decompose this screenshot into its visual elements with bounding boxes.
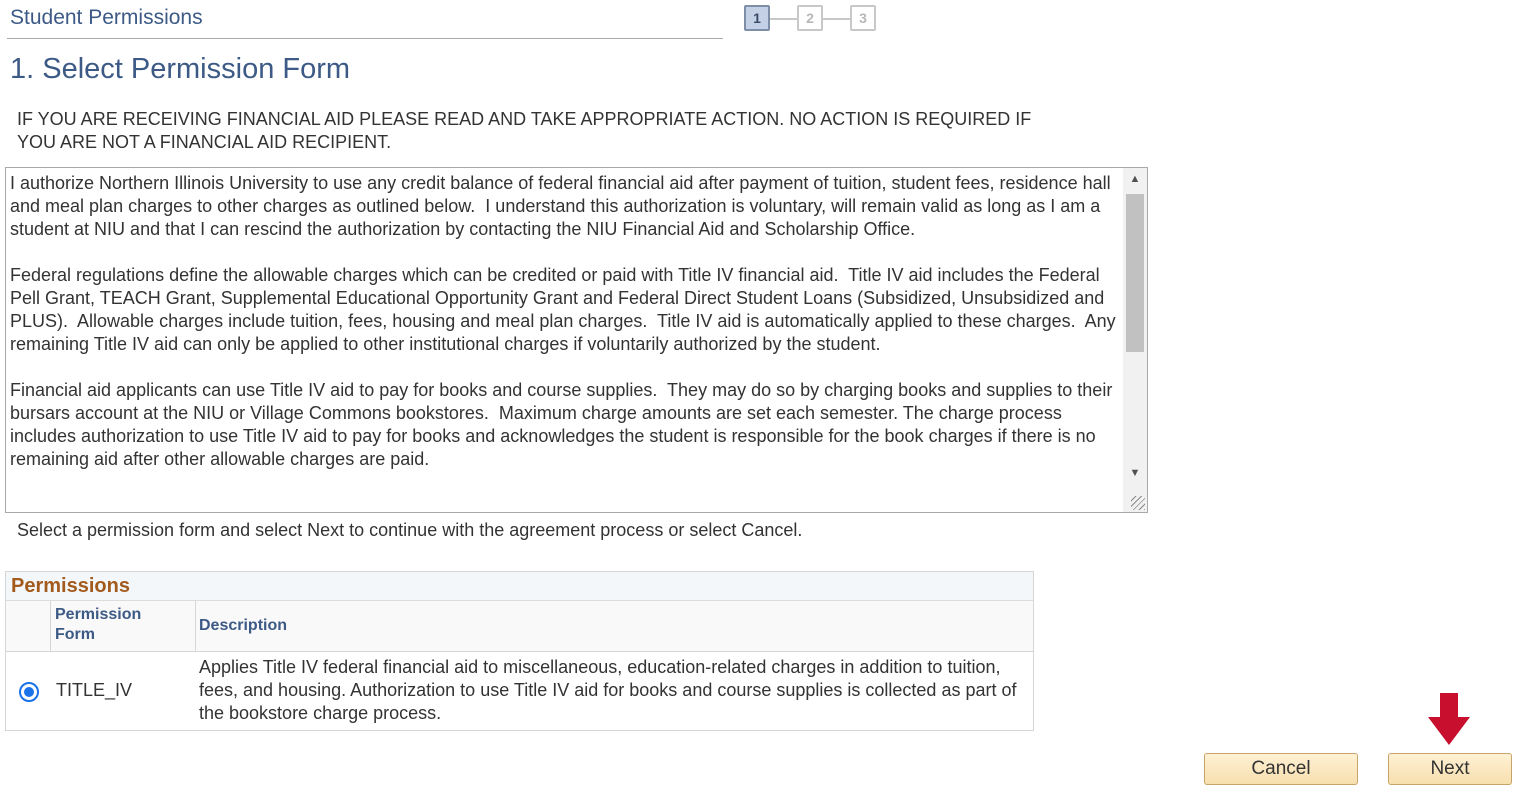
step-indicator xyxy=(744,5,878,33)
arrow-down-icon xyxy=(1428,693,1470,745)
step-2: 2 xyxy=(797,5,823,31)
financial-aid-notice: IF YOU ARE RECEIVING FINANCIAL AID PLEASE READ AND TAKE APPROPRIATE ACTION. NO ACTION IS REQUIRED IF YOU ARE NOT A FINANCIAL AID RECIPIENT. xyxy=(17,109,1032,152)
agreement-textarea[interactable] xyxy=(5,167,1148,513)
instruction-text: Select a permission form and select Next to continue with the agreement process or select Cancel. xyxy=(17,520,803,540)
column-header-description[interactable]: Description xyxy=(199,617,288,634)
cancel-button[interactable]: Cancel xyxy=(1204,753,1358,785)
textarea-scrollbar[interactable] xyxy=(1123,168,1147,512)
radio-selected-dot xyxy=(24,687,34,697)
header-divider xyxy=(7,38,723,39)
step-connector xyxy=(770,18,797,20)
agreement-text: I authorize Northern Illinois University to use any credit balance of federal financial aid after payment of tuition, student fees, residence hall and meal plan charges to other charges as outlined below. I understand this authorization is voluntary, will remain valid as long as I am a student at NIU and that I can rescind the authorization by contacting the NIU Financial Aid and Scholarship Office. Federal regulations define the allowable charges which can be credited or paid with Title IV financial aid. Title IV aid includes the Federal Pell Grant, TEACH Grant, Supplemental Educational Opportunity Grant and Federal Direct Student Loans (Subsidized, Unsubsidized and PLUS). Allowable charges include tuition, fees, housing and meal plan charges. Title IV aid is automatically applied to these charges. Any remaining Title IV aid can only be applied to other institutional charges if voluntarily authorized by the student. Financial aid applicants can use Title IV aid to pay for books and course supplies. They may do so by charging books and supplies to their bursars account at the NIU or Village Commons bookstores. Maximum charge amounts are set each semester. The charge process includes authorization to use Title IV aid to pay for books and acknowledges the student is responsible for the book charges if there is no remaining aid after other allowable charges are paid. xyxy=(10,173,1116,469)
resize-grip-icon[interactable] xyxy=(1131,496,1145,510)
permission-radio-button[interactable] xyxy=(19,682,39,702)
step-1: 1 xyxy=(744,5,770,31)
grid-title-bar xyxy=(6,572,1033,601)
permissions-grid xyxy=(5,571,1034,731)
scrollbar-thumb[interactable] xyxy=(1126,194,1144,352)
column-header-permission-form[interactable]: Permission Form xyxy=(55,606,142,643)
page-header-title: Student Permissions xyxy=(10,6,203,29)
scroll-up-icon[interactable]: ▲ xyxy=(1129,173,1141,185)
table-row[interactable] xyxy=(6,652,1033,730)
page-title: 1. Select Permission Form xyxy=(10,53,351,85)
next-button[interactable]: Next xyxy=(1388,753,1512,785)
scroll-down-icon[interactable]: ▼ xyxy=(1129,467,1141,479)
permission-description: Applies Title IV federal financial aid to miscellaneous, education-related charges in addition to tuition, fees, and housing. Authorization to use Title IV aid for books and course supplies is collected as part of the bookstore charge process. xyxy=(199,657,1017,723)
step-3: 3 xyxy=(850,5,876,31)
grid-header-row xyxy=(6,601,1033,652)
grid-title: Permissions xyxy=(11,575,130,597)
step-connector xyxy=(823,18,850,20)
permission-form-value: TITLE_IV xyxy=(56,680,133,700)
